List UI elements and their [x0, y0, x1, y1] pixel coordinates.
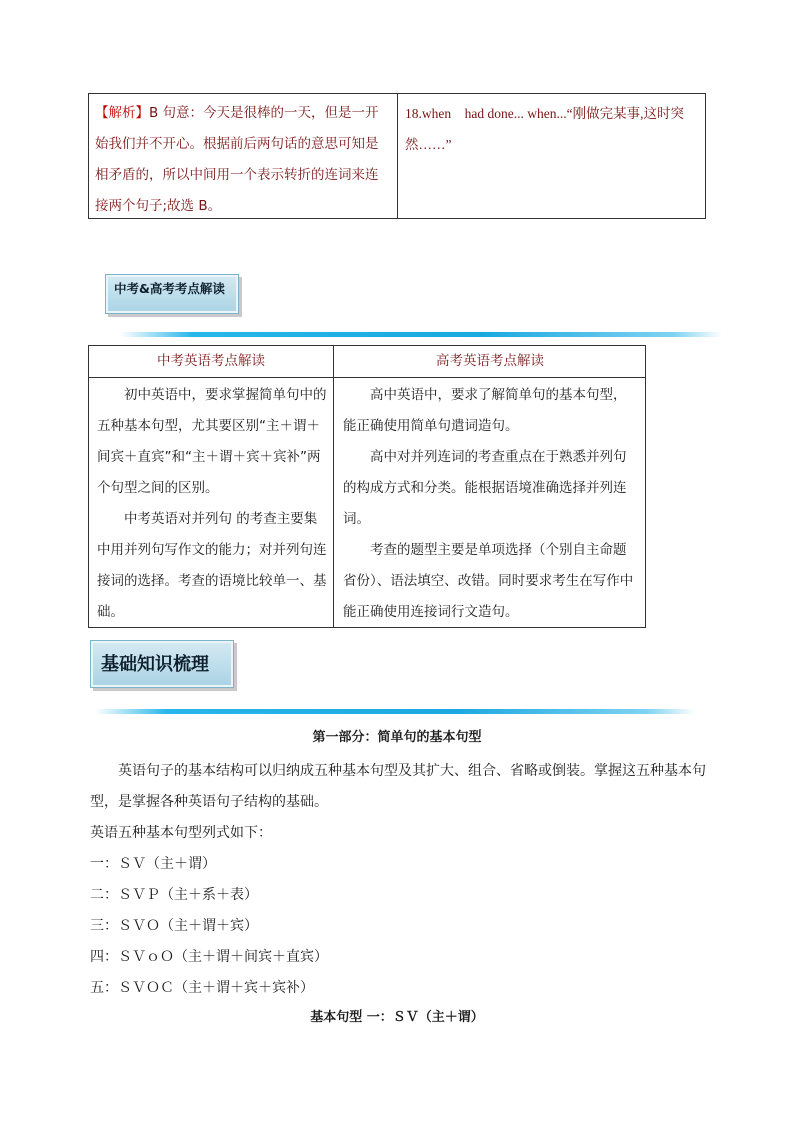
pattern-item: 一：ＳＶ（主＋谓） — [90, 856, 216, 872]
analysis-text: B 句意：今天是很棒的一天，但是一开始我们并不开心。根据前后两句话的意思可知是相矛盾的，所以中间用一个表示转折的连词来连接两个句子;故选 B。 — [95, 105, 379, 214]
gaokao-paragraph: 高中英语中，要求了解简单句的基本句型，能正确使用简单句遣词造句。 — [343, 387, 627, 434]
list-intro: 英语五种基本句型列式如下： — [90, 825, 272, 841]
gaokao-paragraph: 高中对并列连词的考查重点在于熟悉并列句的构成方式和分类。能根据语境准确选择并列连词。 — [343, 449, 627, 527]
table-column-divider — [333, 346, 334, 627]
table-header-divider — [89, 377, 645, 378]
exam-points-table — [88, 345, 646, 628]
pattern-one-subheading: 基本句型 一：ＳＶ（主＋谓） — [310, 1010, 484, 1025]
header-zhongkao: 中考英语考点解读 — [157, 353, 265, 369]
item-18-cell: 18.when had done... when...“刚做完某事,这时突然……” — [405, 106, 684, 152]
analysis-cell — [95, 98, 391, 222]
gaokao-cell — [343, 380, 639, 628]
header-gaokao: 高考英语考点解读 — [436, 353, 544, 369]
pattern-item: 三：ＳＶＯ（主＋谓＋宾） — [90, 918, 258, 934]
section-divider-bar — [120, 332, 722, 337]
zhongkao-cell — [97, 380, 327, 628]
analysis-label: 【解析】 — [95, 105, 149, 121]
exam-points-section-button: 中考&高考考点解读 — [105, 274, 239, 314]
pattern-item: 四：ＳＶｏＯ（主＋谓＋间宾＋直宾） — [90, 949, 328, 965]
gaokao-paragraph: 考查的题型主要是单项选择（个别自主命题省份）、语法填空、改错。同时要求考生在写作中能正确使用连接词行文造句。 — [343, 542, 634, 620]
pattern-item: 二：ＳＶＰ（主＋系＋表） — [90, 887, 258, 903]
basics-section-button: 基础知识梳理 — [90, 640, 234, 688]
zhongkao-paragraph: 初中英语中，要求掌握简单句中的五种基本句型，尤其要区别“主＋谓＋间宾＋直宾”和“主＋谓＋宾＋宾补”两个句型之间的区别。 — [97, 387, 327, 496]
section-divider-bar — [95, 709, 695, 714]
intro-paragraph: 英语句子的基本结构可以归纳成五种基本句型及其扩大、组合、省略或倒装。掌握这五种基本句型，是掌握各种英语句子结构的基础。 — [90, 763, 706, 810]
zhongkao-paragraph: 中考英语对并列句 的考查主要集中用并列句写作文的能力；对并列句连接词的选择。考查的语境比较单一、基础。 — [97, 511, 327, 620]
table-divider — [397, 94, 398, 218]
part1-heading: 第一部分：简单句的基本句型 — [312, 730, 482, 745]
pattern-item: 五：ＳＶＯＣ（主＋谓＋宾＋宾补） — [90, 980, 314, 996]
part1-body — [90, 756, 710, 1004]
answer-table — [88, 93, 706, 219]
